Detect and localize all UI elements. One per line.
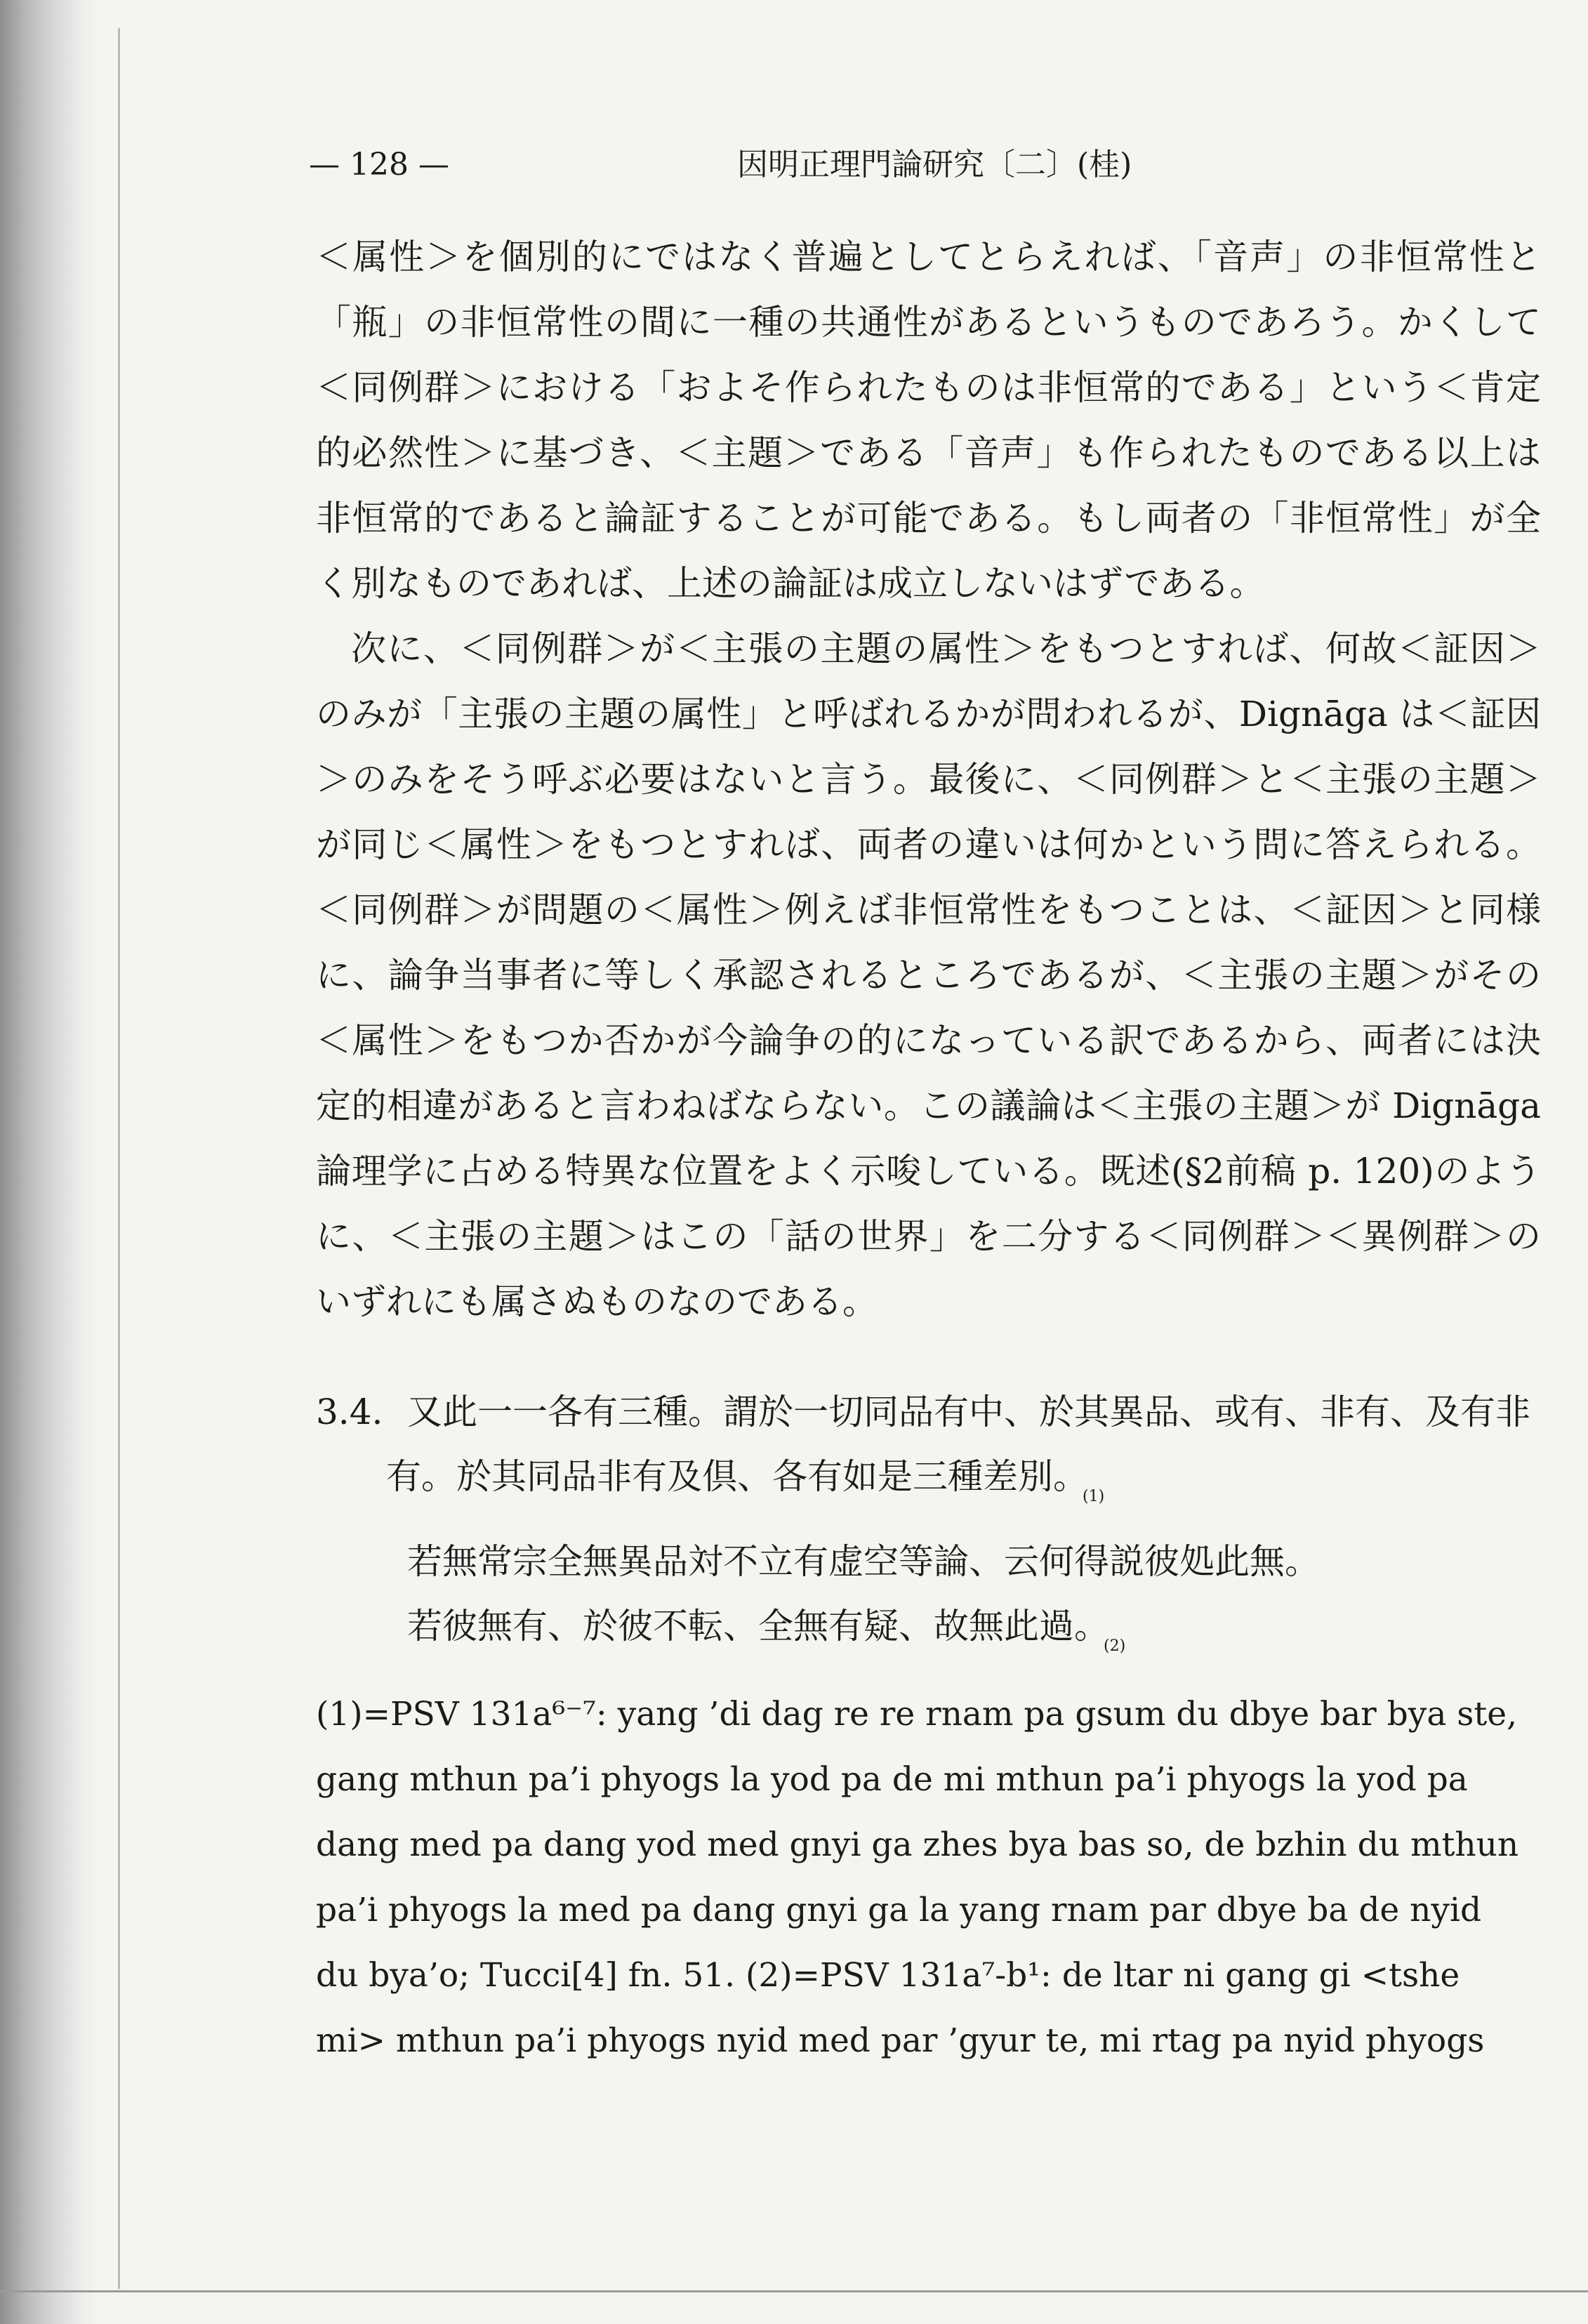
- footnote-marker-1: (1): [1083, 1488, 1105, 1505]
- paragraph-2: 次に、＜同例群＞が＜主張の主題の属性＞をもつとすれば、何故＜証因＞のみが「主張の主題の属性」と呼ばれるかが問われるが、Dignāga は＜証因＞のみをそう呼ぶ必要はないと言う。最後に、＜同例群＞と＜主張の主題＞が同じ＜属性＞をもつとすれば、両者の違いは何かという問に答えられる。＜同例群＞が問題の＜属性＞例えば非恒常性をもつことは、＜証因＞と同様に、論争当事者に等しく承認されるところであるが、＜主張の主題＞がその＜属性＞をもつか否かが今論争の的になっている訳であるから、両者には決定的相違があると言わねばならない。この議論は＜主張の主題＞が Dignāga 論理学に占める特異な位置をよく示唆している。既述(§2前稿 p. 120)のように、＜主張の主題＞はこの「話の世界」を二分する＜同例群＞＜異例群＞のいずれにも属さぬものなのである。: [316, 628, 1541, 1322]
- page-header: [309, 144, 1544, 193]
- section-line-2: [316, 1444, 1541, 1529]
- footnotes: [316, 1682, 1541, 2073]
- running-title: 因明正理門論研究〔二〕(桂): [737, 147, 1132, 183]
- book-spine-shadow: [0, 0, 98, 2324]
- note-line: gang mthun pa’i phyogs la yod pa de mi mthun pa’i phyogs la yod pa: [316, 1760, 1468, 1799]
- paragraph-1: ＜属性＞を個別的にではなく普遍としてとらえれば、「音声」の非恒常性と「瓶」の非恒常性の間に一種の共通性があるというものであろう。かくして＜同例群＞における「およそ作られたものは非恒常的である」という＜肯定的必然性＞に基づき、＜主題＞である「音声」も作られたものである以上は非恒常的であると論証することが可能である。もし両者の「非恒常性」が全く別なものであれば、上述の論証は成立しないはずである。: [316, 237, 1541, 604]
- page-number: — 128 —: [309, 147, 449, 183]
- note-line: pa’i phyogs la med pa dang gnyi ga la yang rnam par dbye ba de nyid: [316, 1891, 1482, 1929]
- section-line-1: [316, 1380, 1541, 1444]
- note-line: mi> mthun pa’i phyogs nyid med par ’gyur te, mi rtag pa nyid phyogs: [316, 2021, 1485, 2060]
- bottom-edge-line: [0, 2290, 1588, 2292]
- section-line-4: [316, 1594, 1541, 1679]
- section-text-4: 若彼無有、於彼不転、全無有疑、故無此過。: [407, 1606, 1109, 1646]
- footnote-marker-2: (2): [1104, 1637, 1126, 1655]
- section-3-4: [316, 1380, 1541, 1679]
- note-line: dang med pa dang yod med gnyi ga zhes bya bas so, de bzhin du mthun: [316, 1825, 1519, 1864]
- gutter-line: [118, 28, 120, 2289]
- section-line-3: 若無常宗全無異品対不立有虚空等論、云何得説彼処此無。: [407, 1541, 1320, 1582]
- section-text-2: 有。於其同品非有及倶、各有如是三種差別。: [386, 1456, 1088, 1497]
- body-text: [316, 225, 1541, 1335]
- note-line: (1)=PSV 131a⁶⁻⁷: yang ’di dag re re rnam pa gsum du dbye bar bya ste,: [316, 1695, 1518, 1734]
- section-text-1: 又此一一各有三種。謂於一切同品有中、於其異品、或有、非有、及有非: [407, 1392, 1530, 1432]
- note-line: du bya’o; Tucci[4] fn. 51. (2)=PSV 131a⁷-b¹: de ltar ni gang gi <tshe: [316, 1956, 1460, 1995]
- section-number: 3.4.: [316, 1392, 383, 1432]
